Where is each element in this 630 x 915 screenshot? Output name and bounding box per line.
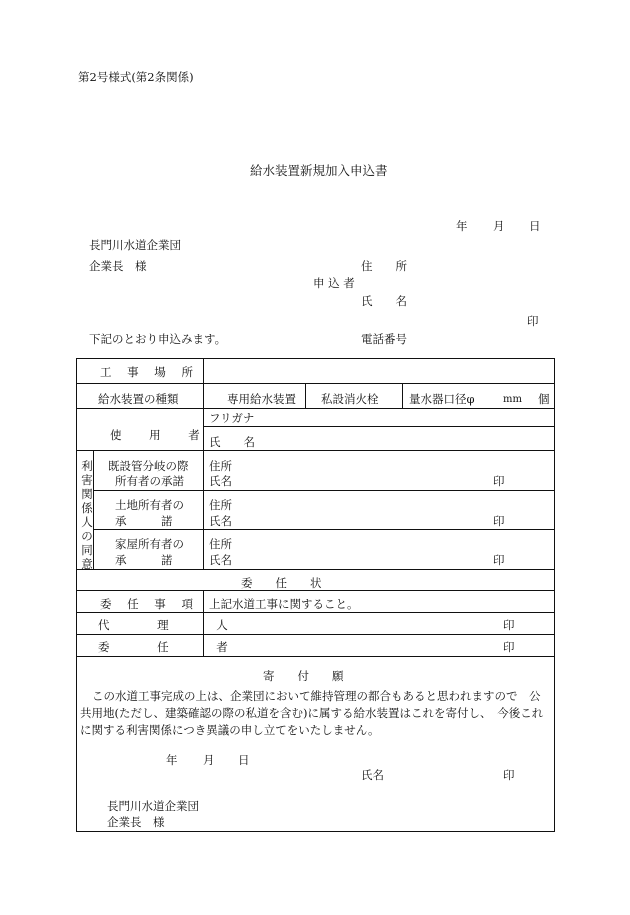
form-number: 第2号様式(第2条関係) — [78, 70, 194, 84]
consent-1-label-line2: 所有者の承諾 — [115, 474, 184, 488]
consent-2-address-label: 住所 — [209, 498, 232, 512]
principal-seal: 印 — [503, 640, 515, 654]
donation-head: 企業長 様 — [107, 815, 165, 829]
addressee-org: 長門川水道企業団 — [89, 238, 181, 252]
consent-1-seal: 印 — [493, 474, 505, 488]
meter-count-unit: 個 — [538, 392, 550, 406]
consent-1-name-label: 氏名 — [209, 474, 232, 488]
meter-caliber-label: 量水器口径φ — [409, 392, 475, 406]
donation-date-day: 日 — [238, 753, 250, 767]
consent-1-address-label: 住所 — [209, 459, 232, 473]
proxy-heading: 委 任 状 — [241, 576, 322, 590]
donation-org: 長門川水道企業団 — [107, 799, 199, 813]
donation-body: この水道工事完成の上は、企業団において維持管理の都合もあると思われますので 公共用地(ただし、建築確認の際の私道を含む)に属する給水装置はこれを寄付し、 今後これに関する利害関係につき異議の申し立てをいたしません。 — [80, 689, 544, 737]
meter-unit: mm — [503, 394, 522, 405]
site-label: 工 事 場 所 — [100, 365, 199, 379]
user-label: 使 用 者 — [110, 428, 212, 442]
consent-group-label: 利害関係人の同意 — [81, 459, 93, 571]
donation-heading: 寄 付 願 — [263, 669, 344, 683]
agent-seal: 印 — [503, 618, 515, 632]
principal-label: 委 任 者 — [98, 640, 250, 654]
consent-3-name-label: 氏名 — [209, 553, 232, 567]
consent-2-seal: 印 — [493, 514, 505, 528]
applicant-address-label: 住 所 — [361, 259, 407, 273]
consent-2-name-label: 氏名 — [209, 514, 232, 528]
addressee-head: 企業長 様 — [89, 259, 147, 273]
consent-2-label-line1: 土地所有者の — [115, 498, 184, 512]
consent-3-address-label: 住所 — [209, 537, 232, 551]
device-option-private: 専用給水装置 — [227, 392, 296, 406]
intro-text: 下記のとおり申込みます。 — [89, 332, 227, 346]
proxy-matter-value: 上記水道工事に関すること。 — [209, 597, 359, 611]
donation-date-year: 年 — [166, 753, 178, 767]
consent-3-seal: 印 — [493, 553, 505, 567]
agent-label: 代 理 人 — [98, 618, 250, 632]
applicant-phone-label: 電話番号 — [361, 332, 407, 346]
device-option-hydrant: 私設消火栓 — [321, 392, 379, 406]
consent-3-label-line1: 家屋所有者の — [115, 537, 184, 551]
date-month-label: 月 — [493, 219, 505, 233]
applicant-role-label: 申 込 者 — [313, 276, 355, 290]
consent-1-label-line1: 既設管分岐の際 — [108, 459, 189, 473]
furigana-label: フリガナ — [209, 411, 255, 425]
applicant-seal: 印 — [527, 314, 539, 328]
donation-seal: 印 — [503, 768, 515, 782]
form-title: 給水装置新規加入申込書 — [250, 163, 388, 178]
consent-2-label-line2: 承 諾 — [115, 514, 173, 528]
date-day-label: 日 — [529, 219, 541, 233]
device-type-label: 給水装置の種類 — [98, 392, 179, 406]
applicant-name-label: 氏 名 — [361, 294, 407, 308]
proxy-matter-label: 委 任 事 項 — [100, 597, 199, 611]
donation-name-label: 氏名 — [361, 768, 384, 782]
consent-3-label-line2: 承 諾 — [115, 553, 173, 567]
donation-date-month: 月 — [203, 753, 215, 767]
date-year-label: 年 — [456, 219, 468, 233]
user-name-label: 氏 名 — [209, 435, 255, 449]
